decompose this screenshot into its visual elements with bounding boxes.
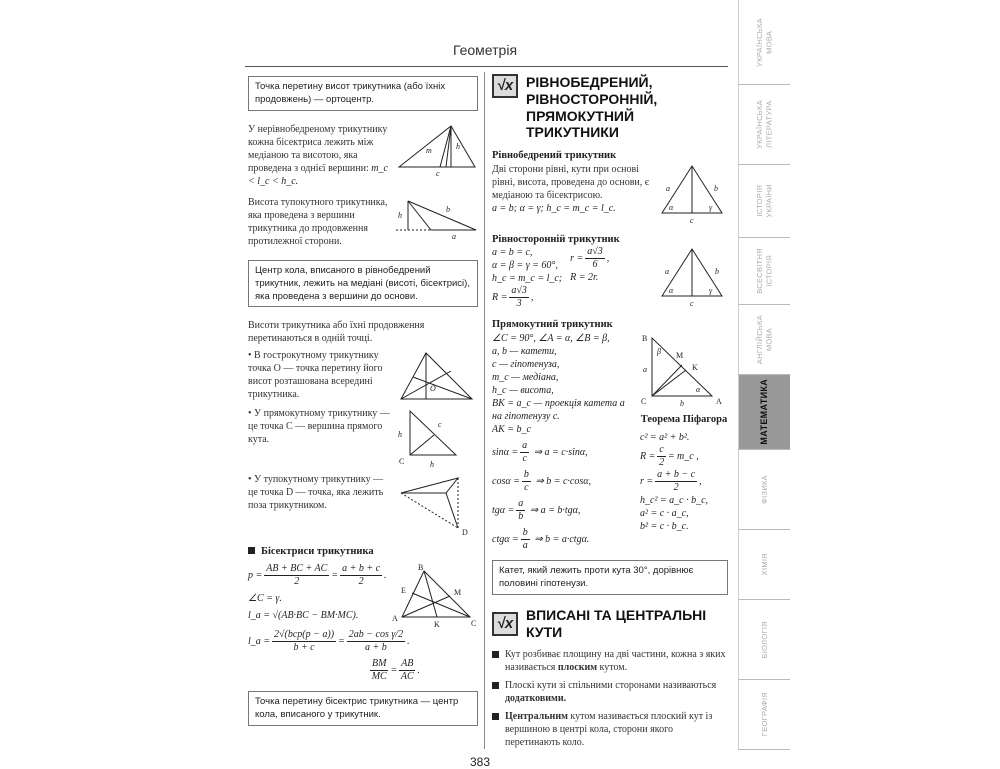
isosceles-block xyxy=(492,163,728,225)
semiperimeter-formula: p = $\frac{AB + BC + AC}{2}$ = $\frac{a + b + c}{2}$ . xyxy=(248,563,387,588)
R-2r-formula: R = 2r. xyxy=(570,272,599,284)
tab-world-history[interactable]: ВСЕСВІТНЯ ІСТОРІЯ xyxy=(738,238,790,305)
tab-mathematics[interactable]: МАТЕМАТИКА xyxy=(738,375,790,450)
svg-text:O: O xyxy=(430,384,436,394)
svg-text:α: α xyxy=(696,385,701,395)
bisector-formula: m_c < l_c < h_c. xyxy=(248,162,388,187)
bisector-paragraph xyxy=(248,123,391,188)
left-column xyxy=(248,76,478,726)
bullet-acute: • В гострокутному трикутнику точка O — точка перетину його висот розташована всередині трикутника. xyxy=(248,350,383,401)
acute-block xyxy=(248,349,478,403)
equilateral-formula-columns xyxy=(492,246,651,285)
bisector-text: У нерівнобедреному трикутнику кожна бісектриса лежить між медіаною та висотою, яка проведена з однієї вершини: xyxy=(248,123,388,174)
svg-text:B: B xyxy=(418,563,424,573)
header-divider xyxy=(245,66,728,67)
tab-history-ukraine[interactable]: ІСТОРІЯ УКРАЇНИ xyxy=(738,165,790,238)
equilateral-formulas: a = b = c, α = β = γ = 60°, h_c = m_c = l_c; xyxy=(492,247,563,285)
isosceles-text: Дві сторони рівні, кути при основі рівні, висота, проведена до основи, є медіаною та бісектрисою. a = b; α = γ; h_c = m_c = l_c. xyxy=(492,163,650,214)
bisector-length-formula-2: l_a = $\frac{\text{2√(bcp(p − a))}}{b + c}$ = $\frac{\text{2ab − cos γ/2}}{a + b}$ . xyxy=(248,629,410,654)
sqrt-x-icon: √x xyxy=(492,612,518,636)
bisectors-heading: Бісектриси трикутника xyxy=(248,545,478,559)
svg-text:C: C xyxy=(641,397,647,407)
svg-text:E: E xyxy=(401,586,406,596)
tab-biology[interactable]: БІОЛОГІЯ xyxy=(738,600,790,680)
tab-chemistry[interactable]: ХІМІЯ xyxy=(738,530,790,600)
svg-text:D: D xyxy=(462,528,468,538)
svg-text:h: h xyxy=(430,460,434,470)
svg-text:A: A xyxy=(392,614,398,624)
svg-text:c: c xyxy=(438,420,442,430)
svg-text:b: b xyxy=(446,204,450,214)
circumradius-formula: R = $\frac{a√3}{3}$ , xyxy=(492,285,534,310)
svg-text:h: h xyxy=(398,430,402,440)
svg-text:γ: γ xyxy=(709,286,713,296)
svg-text:h: h xyxy=(456,141,460,151)
angle-item: Кут розбиває площину на дві частини, кожна з яких називається плоским кутом. xyxy=(492,648,728,674)
svg-text:b: b xyxy=(714,183,718,193)
acute-triangle-diagram xyxy=(396,349,478,403)
svg-text:c: c xyxy=(690,215,694,225)
scalene-triangle-diagram xyxy=(396,123,478,177)
svg-text:α: α xyxy=(669,202,674,212)
incenter-isosceles-note: Центр кола, вписаного в рівнобедрений трикутник, лежить на медіані (висоті, бісектрисі), яка проведена з вершини до основи. xyxy=(248,260,478,308)
page-header-title: Геометрія xyxy=(452,42,518,58)
tab-geography[interactable]: ГЕОГРАФІЯ xyxy=(738,680,790,750)
isosceles-heading: Рівнобедрений трикутник xyxy=(492,150,617,162)
ctg-formula: ctgα = $\frac{b}{a}$ ⇒ b = a·ctgα. xyxy=(492,527,590,552)
section-title-triangles: РІВНОБЕДРЕНИЙ, РІВНОСТОРОННІЙ, ПРЯМОКУТНИЙ ТРИКУТНИКИ xyxy=(526,74,658,141)
section-title-angles: ВПИСАНІ ТА ЦЕНТРАЛЬНІ КУТИ xyxy=(526,606,707,640)
svg-text:γ: γ xyxy=(709,202,713,212)
equilateral-triangle-diagram xyxy=(656,246,728,308)
right-block xyxy=(248,407,478,469)
bullet-right: • У прямокутному трикутнику — це точка C — вершина прямого кута. xyxy=(248,408,390,446)
sqrt-x-icon: √x xyxy=(492,74,518,98)
svg-text:M: M xyxy=(454,588,462,598)
angle-item: Центральним кутом називається плоский кут із вершиною в центрі кола, сторони якого перетинають коло. xyxy=(492,710,728,749)
bisector-formulas xyxy=(248,563,387,622)
svg-text:a: a xyxy=(643,365,647,375)
angle-item: Плоскі кути зі спільними сторонами називаються додатковими. xyxy=(492,679,728,705)
svg-text:α: α xyxy=(669,286,674,296)
svg-text:C: C xyxy=(471,619,477,629)
bullet-square-icon xyxy=(248,547,255,554)
bisectors-block xyxy=(248,563,478,629)
svg-text:c: c xyxy=(690,299,694,309)
bisector-block xyxy=(248,123,478,188)
svg-text:b: b xyxy=(680,399,684,409)
projection-formulas: h_c² = a_c · b_c, a² = c · a_c, b² = c · b_c. xyxy=(640,494,709,532)
pythagoras-heading: Теорема Піфагора xyxy=(640,414,728,426)
incenter-note: Точка перетину бісектрис трикутника — центр кола, вписаного у трикутник. xyxy=(248,691,478,726)
tg-formula: tgα = $\frac{a}{b}$ ⇒ a = b·tgα, xyxy=(492,498,581,523)
bullet-obtuse: • У тупокутному трикутнику — це точка D — точка, яка лежить поза трикутником. xyxy=(248,474,384,512)
page-number: 383 xyxy=(470,755,491,769)
right-triangle-heading: Прямокутний трикутник xyxy=(492,319,613,331)
equilateral-formulas-block xyxy=(492,246,651,310)
sin-formula: sinα = $\frac{a}{c}$ ⇒ a = c·sinα, xyxy=(492,440,588,465)
right-column xyxy=(492,74,728,749)
tab-ukrainian-language[interactable]: УКРАЇНСЬКА МОВА xyxy=(738,0,790,85)
svg-text:a: a xyxy=(666,183,670,193)
svg-text:K: K xyxy=(434,620,440,630)
angles-list xyxy=(492,648,728,749)
column-divider xyxy=(484,72,485,749)
thirty-degree-note: Катет, який лежить проти кута 30°, дорівнює половині гіпотенузи. xyxy=(492,560,728,595)
pythagoras-block xyxy=(640,332,728,533)
right-triangle-orthocenter-diagram xyxy=(396,407,478,469)
bisector-ratio-formula: $\frac{BM}{MC}$ = $\frac{AB}{AC}$ . xyxy=(371,658,420,683)
svg-text:h: h xyxy=(398,210,402,220)
obtuse-block xyxy=(248,196,478,248)
section-header-angles xyxy=(492,607,728,641)
svg-text:c: c xyxy=(436,168,440,177)
R-right-formula: R = $\frac{c}{2}$ = m_c , xyxy=(640,443,699,468)
equilateral-radius-formulas xyxy=(570,246,609,284)
obtuse-ortho-block xyxy=(248,473,478,537)
tab-physics[interactable]: ФІЗИКА xyxy=(738,450,790,530)
right-triangle-text xyxy=(492,332,635,552)
svg-text:a: a xyxy=(665,267,669,277)
r-right-formula: r = $\frac{a + b - c}{2}$ , xyxy=(640,468,702,493)
svg-text:a: a xyxy=(452,231,456,240)
svg-text:M: M xyxy=(676,351,684,361)
right-triangle-diagram xyxy=(640,332,726,408)
orthocenter-note: Точка перетину висот трикутника (або їхніх продовжень) — ортоцентр. xyxy=(248,76,478,111)
angle-gamma-formula: ∠C = γ. xyxy=(248,593,282,605)
svg-text:C: C xyxy=(399,457,405,467)
altitudes-paragraph: Висоти трикутника або їхні продовження перетинаються в одній точці. xyxy=(248,320,425,345)
right-triangle-block xyxy=(492,332,728,552)
svg-text:K: K xyxy=(692,363,698,373)
obtuse-height-text: Висота тупокутного трикутника, яка проведена з вершини трикутника до продовження протилежної сторони. xyxy=(248,196,388,247)
tab-english[interactable]: АНГЛІЙСЬКА МОВА xyxy=(738,305,790,375)
equilateral-block xyxy=(492,246,728,310)
obtuse-triangle-diagram xyxy=(396,196,478,240)
svg-text:m: m xyxy=(426,145,432,155)
svg-text:A: A xyxy=(716,397,722,407)
section-header-triangles xyxy=(492,74,728,141)
bisectors-triangle-diagram xyxy=(392,563,478,629)
tab-ukrainian-literature[interactable]: УКРАЇНСЬКА ЛІТЕРАТУРА xyxy=(738,85,790,165)
svg-text:β: β xyxy=(657,347,661,357)
svg-text:B: B xyxy=(642,334,648,344)
obtuse-orthocenter-diagram xyxy=(396,473,478,537)
cos-formula: cosα = $\frac{b}{c}$ ⇒ b = c·cosα, xyxy=(492,469,591,494)
inradius-formula: r = $\frac{a√3}{6}$ , xyxy=(570,246,610,271)
pythagoras-formula: c² = a² + b². xyxy=(640,431,690,443)
bisector-length-formula-1: l_a = √(AB·BC − BM·MC). xyxy=(248,610,359,622)
svg-text:b: b xyxy=(715,267,719,277)
equilateral-heading: Рівносторонній трикутник xyxy=(492,233,620,245)
isosceles-triangle-diagram xyxy=(656,163,728,225)
right-triangle-definitions: ∠C = 90°, ∠A = α, ∠B = β, a, b — катети, c — гіпотенуза, m_c — медіана, h_c — висота, BK = a_c — проекція катета a на гіпотенузу c. AK = b_c xyxy=(492,333,625,436)
